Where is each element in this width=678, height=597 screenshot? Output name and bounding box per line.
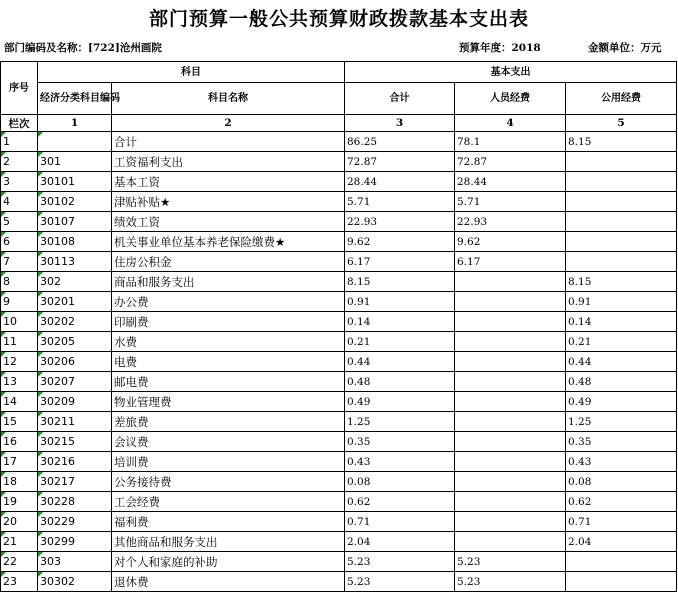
cell-subject-name: 津贴补贴★	[112, 192, 345, 212]
budget-year: 预算年度：2018	[459, 42, 541, 54]
table-row	[1, 472, 677, 492]
cell-total: 2.04	[345, 532, 455, 552]
table-row	[1, 352, 677, 372]
cell-econ-code: 30207	[38, 372, 112, 392]
cell-seq: 12	[1, 352, 38, 372]
cell-public	[566, 232, 677, 252]
table-row	[1, 572, 677, 592]
table-row	[1, 192, 677, 212]
cell-public	[566, 172, 677, 192]
cell-personnel: 78.1	[455, 132, 566, 152]
cell-subject-name: 办公费	[112, 292, 345, 312]
cell-econ-code: 30215	[38, 432, 112, 452]
cell-total: 72.87	[345, 152, 455, 172]
cell-seq: 7	[1, 252, 38, 272]
cell-personnel: 5.23	[455, 552, 566, 572]
cell-total: 0.43	[345, 452, 455, 472]
cell-subject-name: 住房公积金	[112, 252, 345, 272]
budget-table	[0, 61, 677, 592]
cell-econ-code: 30302	[38, 572, 112, 592]
cell-seq: 3	[1, 172, 38, 192]
cell-public: 0.08	[566, 472, 677, 492]
header-subject: 科目	[38, 62, 345, 83]
cell-seq: 10	[1, 312, 38, 332]
cell-econ-code: 30201	[38, 292, 112, 312]
cell-total: 8.15	[345, 272, 455, 292]
cell-personnel	[455, 372, 566, 392]
cell-personnel: 72.87	[455, 152, 566, 172]
cell-econ-code: 30206	[38, 352, 112, 372]
cell-seq: 9	[1, 292, 38, 312]
cell-subject-name: 物业管理费	[112, 392, 345, 412]
cell-public	[566, 192, 677, 212]
table-row	[1, 412, 677, 432]
cell-total: 0.08	[345, 472, 455, 492]
cell-personnel	[455, 392, 566, 412]
header-subject-name: 科目名称	[112, 83, 345, 115]
table-row	[1, 252, 677, 272]
cell-econ-code: 30299	[38, 532, 112, 552]
cell-subject-name: 公务接待费	[112, 472, 345, 492]
cell-seq: 11	[1, 332, 38, 352]
cell-seq: 2	[1, 152, 38, 172]
cell-public: 0.49	[566, 392, 677, 412]
cell-public: 1.25	[566, 412, 677, 432]
table-row	[1, 432, 677, 452]
department-info: 部门编码及名称：[722]沧州画院	[4, 42, 162, 54]
col-3: 3	[345, 115, 455, 132]
cell-econ-code: 30108	[38, 232, 112, 252]
cell-personnel	[455, 292, 566, 312]
cell-seq: 20	[1, 512, 38, 532]
cell-seq: 22	[1, 552, 38, 572]
table-row	[1, 372, 677, 392]
header-public: 公用经费	[566, 83, 677, 115]
header-seq: 序号	[1, 62, 38, 115]
cell-subject-name: 工资福利支出	[112, 152, 345, 172]
col-5: 5	[566, 115, 677, 132]
cell-seq: 18	[1, 472, 38, 492]
table-row	[1, 272, 677, 292]
cell-total: 0.44	[345, 352, 455, 372]
cell-seq: 6	[1, 232, 38, 252]
cell-subject-name: 基本工资	[112, 172, 345, 192]
amount-unit: 金额单位：万元	[588, 42, 662, 54]
cell-seq: 23	[1, 572, 38, 592]
table-row	[1, 552, 677, 572]
cell-subject-name: 印刷费	[112, 312, 345, 332]
cell-personnel	[455, 332, 566, 352]
cell-personnel	[455, 532, 566, 552]
cell-personnel	[455, 432, 566, 452]
cell-econ-code	[38, 132, 112, 152]
cell-econ-code: 30101	[38, 172, 112, 192]
cell-seq: 1	[1, 132, 38, 152]
cell-personnel	[455, 412, 566, 432]
cell-subject-name: 邮电费	[112, 372, 345, 392]
header-basic-expenditure: 基本支出	[345, 62, 677, 83]
cell-subject-name: 电费	[112, 352, 345, 372]
cell-seq: 21	[1, 532, 38, 552]
cell-subject-name: 工会经费	[112, 492, 345, 512]
cell-subject-name: 商品和服务支出	[112, 272, 345, 292]
cell-total: 0.48	[345, 372, 455, 392]
table-row	[1, 232, 677, 252]
cell-total: 0.62	[345, 492, 455, 512]
header-econ-code: 经济分类科目编码	[38, 83, 112, 115]
cell-total: 5.23	[345, 572, 455, 592]
cell-personnel: 5.23	[455, 572, 566, 592]
table-row	[1, 152, 677, 172]
header-personnel: 人员经费	[455, 83, 566, 115]
cell-personnel	[455, 452, 566, 472]
cell-total: 0.71	[345, 512, 455, 532]
cell-personnel: 5.71	[455, 192, 566, 212]
cell-total: 28.44	[345, 172, 455, 192]
cell-subject-name: 退休费	[112, 572, 345, 592]
cell-econ-code: 30228	[38, 492, 112, 512]
cell-total: 6.17	[345, 252, 455, 272]
cell-personnel: 28.44	[455, 172, 566, 192]
cell-seq: 8	[1, 272, 38, 292]
cell-public	[566, 252, 677, 272]
table-row	[1, 532, 677, 552]
cell-total: 0.14	[345, 312, 455, 332]
header-row-top	[1, 62, 677, 83]
cell-subject-name: 培训费	[112, 452, 345, 472]
cell-subject-name: 差旅费	[112, 412, 345, 432]
cell-econ-code: 30113	[38, 252, 112, 272]
header-total: 合计	[345, 83, 455, 115]
table-row	[1, 512, 677, 532]
cell-subject-name: 福利费	[112, 512, 345, 532]
col-label: 栏次	[1, 115, 38, 132]
cell-subject-name: 水费	[112, 332, 345, 352]
cell-public	[566, 572, 677, 592]
cell-total: 9.62	[345, 232, 455, 252]
cell-econ-code: 302	[38, 272, 112, 292]
cell-public: 0.71	[566, 512, 677, 532]
col-1: 1	[38, 115, 112, 132]
cell-subject-name: 绩效工资	[112, 212, 345, 232]
table-row	[1, 132, 677, 152]
cell-subject-name: 机关事业单位基本养老保险缴费★	[112, 232, 345, 252]
cell-econ-code: 30209	[38, 392, 112, 412]
cell-econ-code: 30202	[38, 312, 112, 332]
table-row	[1, 172, 677, 192]
table-row	[1, 452, 677, 472]
cell-subject-name: 合计	[112, 132, 345, 152]
cell-public: 0.35	[566, 432, 677, 452]
table-row	[1, 392, 677, 412]
cell-personnel: 9.62	[455, 232, 566, 252]
cell-public: 0.21	[566, 332, 677, 352]
cell-econ-code: 30229	[38, 512, 112, 532]
cell-seq: 4	[1, 192, 38, 212]
cell-econ-code: 30211	[38, 412, 112, 432]
column-number-row	[1, 115, 677, 132]
cell-total: 86.25	[345, 132, 455, 152]
cell-public: 8.15	[566, 272, 677, 292]
cell-total: 0.21	[345, 332, 455, 352]
cell-seq: 14	[1, 392, 38, 412]
cell-personnel	[455, 312, 566, 332]
cell-public	[566, 152, 677, 172]
header-row-mid	[1, 83, 677, 103]
table-row	[1, 212, 677, 232]
cell-public	[566, 552, 677, 572]
cell-public: 0.43	[566, 452, 677, 472]
cell-total: 5.71	[345, 192, 455, 212]
cell-personnel	[455, 472, 566, 492]
cell-total: 22.93	[345, 212, 455, 232]
cell-seq: 17	[1, 452, 38, 472]
cell-personnel	[455, 352, 566, 372]
cell-econ-code: 30102	[38, 192, 112, 212]
col-2: 2	[112, 115, 345, 132]
cell-seq: 19	[1, 492, 38, 512]
cell-public	[566, 212, 677, 232]
cell-total: 1.25	[345, 412, 455, 432]
cell-econ-code: 30217	[38, 472, 112, 492]
cell-personnel	[455, 272, 566, 292]
report-title: 部门预算一般公共预算财政拨款基本支出表	[148, 8, 529, 30]
cell-personnel	[455, 492, 566, 512]
cell-public: 0.44	[566, 352, 677, 372]
cell-public: 0.91	[566, 292, 677, 312]
cell-subject-name: 对个人和家庭的补助	[112, 552, 345, 572]
cell-econ-code: 30107	[38, 212, 112, 232]
cell-subject-name: 会议费	[112, 432, 345, 452]
cell-subject-name: 其他商品和服务支出	[112, 532, 345, 552]
cell-total: 5.23	[345, 552, 455, 572]
cell-personnel: 6.17	[455, 252, 566, 272]
table-row	[1, 332, 677, 352]
cell-total: 0.49	[345, 392, 455, 412]
cell-personnel: 22.93	[455, 212, 566, 232]
cell-personnel	[455, 512, 566, 532]
col-4: 4	[455, 115, 566, 132]
cell-econ-code: 303	[38, 552, 112, 572]
cell-total: 0.91	[345, 292, 455, 312]
cell-public: 0.14	[566, 312, 677, 332]
cell-public: 2.04	[566, 532, 677, 552]
table-row	[1, 492, 677, 512]
cell-total: 0.35	[345, 432, 455, 452]
cell-public: 8.15	[566, 132, 677, 152]
cell-public: 0.62	[566, 492, 677, 512]
cell-seq: 5	[1, 212, 38, 232]
cell-seq: 15	[1, 412, 38, 432]
table-row	[1, 292, 677, 312]
cell-seq: 16	[1, 432, 38, 452]
cell-econ-code: 30205	[38, 332, 112, 352]
cell-public: 0.48	[566, 372, 677, 392]
cell-econ-code: 301	[38, 152, 112, 172]
cell-seq: 13	[1, 372, 38, 392]
table-row	[1, 312, 677, 332]
cell-econ-code: 30216	[38, 452, 112, 472]
